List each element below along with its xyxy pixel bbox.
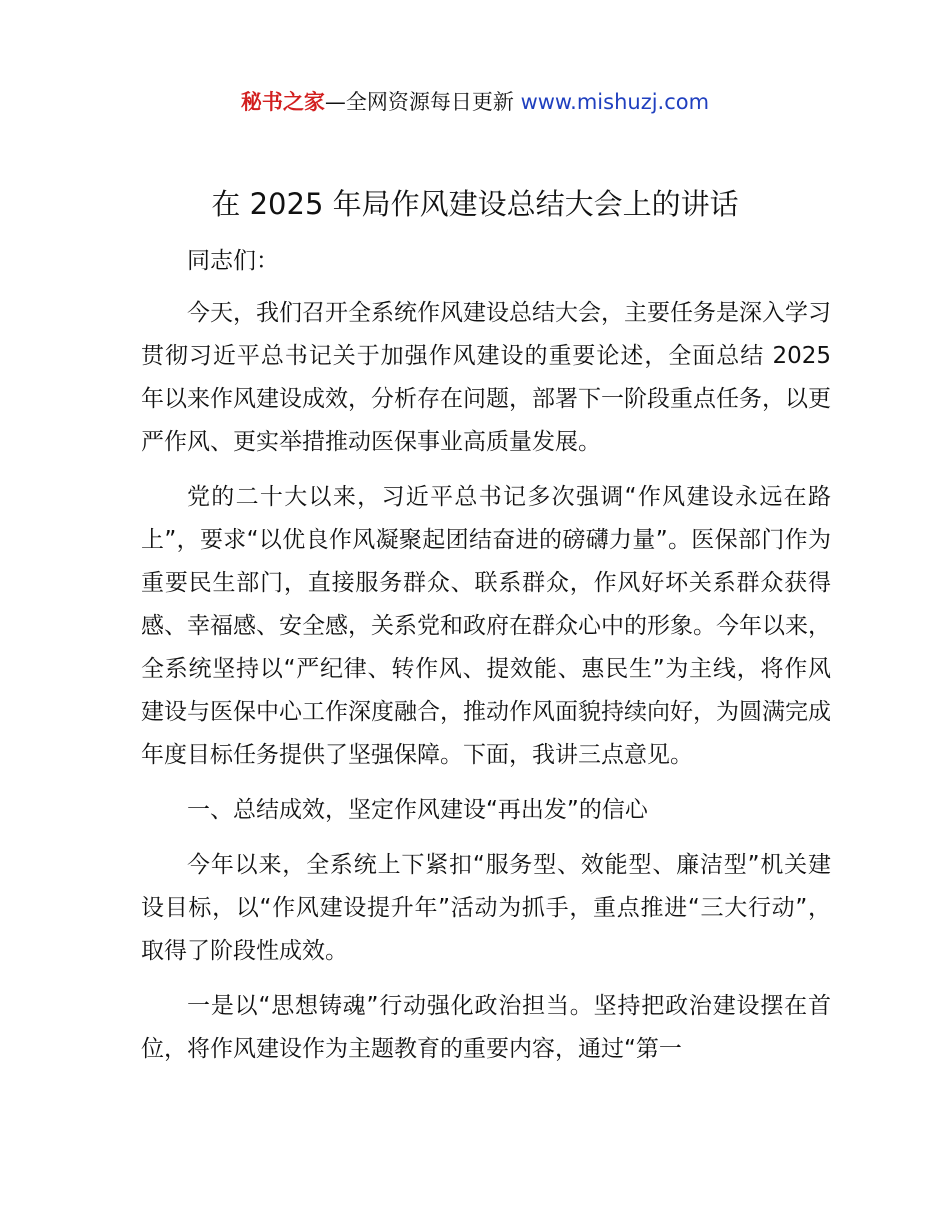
document-title: 在 2025 年局作风建设总结大会上的讲话 — [211, 187, 739, 221]
salutation: 同志们： — [187, 248, 279, 274]
paragraph-intro: 今天，我们召开全系统作风建设总结大会，主要任务是深入学习贯彻习近平总书记关于加强作风建设的重要论述，全面总结 2025 年以来作风建设成效，分析存在问题，部署下一阶段重点任务，以更严作风、更实举措推动医保事业高质量发展。 — [141, 300, 831, 455]
document-body — [141, 240, 831, 1083]
section-heading-1: 一、总结成效，坚定作风建设“再出发”的信心 — [187, 797, 648, 823]
brand-name: 秘书之家 — [240, 90, 325, 114]
site-header — [0, 86, 950, 118]
paragraph-background: 党的二十大以来，习近平总书记多次强调“作风建设永远在路上”，要求“以优良作风凝聚起团结奋进的磅礴力量”。医保部门作为重要民生部门，直接服务群众、联系群众，作风好坏关系群众获得感、幸福感、安全感，关系党和政府在群众心中的形象。今年以来，全系统坚持以“严纪律、转作风、提效能、惠民生”为主线，将作风建设与医保中心工作深度融合，推动作风面貌持续向好，为圆满完成年度目标任务提供了坚强保障。下面，我讲三点意见。 — [141, 484, 831, 768]
paragraph-section-1-point-1: 一是以“思想铸魂”行动强化政治担当。坚持把政治建设摆在首位，将作风建设作为主题教育的重要内容，通过“第一 — [141, 993, 831, 1062]
header-tagline: —全网资源每日更新 — [324, 90, 514, 114]
site-url-link[interactable]: www.mishuzj.com — [520, 90, 710, 114]
paragraph-section-1-intro: 今年以来，全系统上下紧扣“服务型、效能型、廉洁型”机关建设目标，以“作风建设提升年”活动为抓手，重点推进“三大行动”，取得了阶段性成效。 — [141, 852, 831, 964]
